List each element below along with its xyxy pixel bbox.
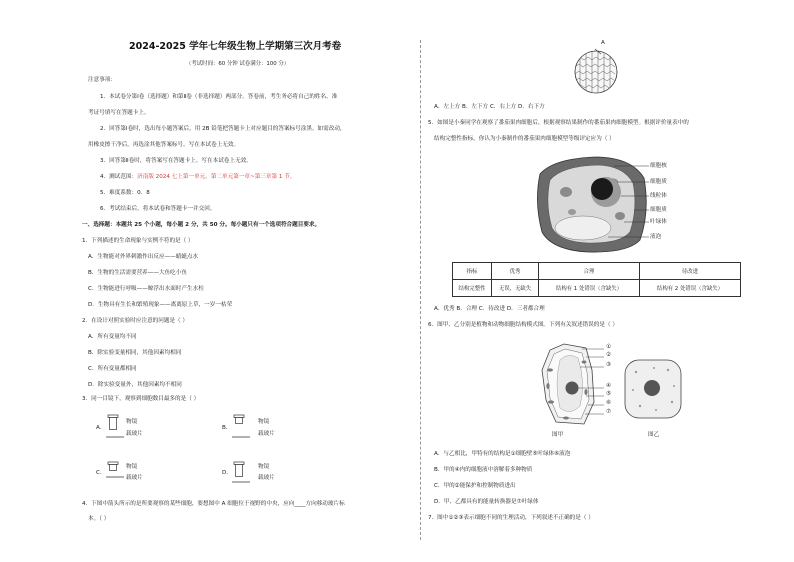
q3-option-d: D． (222, 470, 232, 476)
q1-option-b: B．生物的生活需要营养——大鱼吃小鱼 (88, 270, 187, 276)
note-6: 6．考试结束后，将本试卷和答题卡一并交回。 (100, 206, 216, 212)
q4-options: A．左上方 B．左下方 C．右上方 D．右下方 (434, 104, 545, 110)
q5-stem-1: 5．如图是小秦同学在观察了番茄果肉细胞后，根据观察结果制作的番茄果肉细胞模型。根据评价量表中的 (428, 120, 689, 126)
q2-option-c: C．所有变量都相同 (88, 366, 137, 372)
table-header-cell: 优秀 (492, 263, 539, 280)
q6-option-a: A．与乙相比，甲特有的结构是①细胞壁⑤叶绿体⑥液泡 (434, 451, 571, 457)
q4-cells-figure (571, 40, 621, 100)
table-header-cell: 待改进 (640, 263, 741, 280)
notes-heading: 注意事项： (88, 77, 116, 83)
q5-label-vacuole: 液泡 (650, 234, 662, 240)
q6-label-3: ③ (606, 362, 612, 368)
q1-option-d: D．生物具有生长和繁殖现象——离离原上草，一岁一枯荣 (88, 302, 233, 308)
q3-option-b: B． (222, 425, 232, 431)
note-4-prefix: 4．测试范围： (100, 174, 138, 180)
note-4 (100, 174, 295, 181)
q6-label-7: ⑦ (606, 409, 612, 415)
note-1b: 考证号填写在答题卡上。 (88, 110, 150, 116)
q6-option-c: C．甲的②能保护和控制物质进出 (434, 483, 516, 489)
exam-title: 2024-2025 学年七年级生物上学期第三次月考卷 (129, 41, 342, 52)
q3-option-a: A． (96, 425, 106, 431)
note-5: 5．难度系数：0．8 (100, 190, 150, 196)
q6-label-5: ⑤ (606, 391, 612, 397)
q6-label-6: ⑥ (606, 400, 612, 406)
q1-option-c: C．生物能进行呼吸——鲸浮出水面时产生水柱 (88, 286, 204, 292)
table-row (453, 280, 741, 297)
q4-stem-1: 4．下图中箭头所示的是所要观察的某些细胞，要想图中 A 细胞位于视野的中央，应向____方向移动玻片标 (82, 501, 345, 507)
table-header-cell: 合理 (539, 263, 640, 280)
q6-label-4: ④ (606, 383, 612, 389)
q6-option-b: B．甲的④内的细胞液中溶解着多种物质 (434, 467, 533, 473)
evaluation-table-header (453, 263, 741, 280)
evaluation-table (452, 262, 741, 297)
q6-label-1: ① (606, 344, 612, 350)
q6-figure-b-caption: 图乙 (648, 432, 660, 438)
q2-stem: 2．在设计对照实验时应注意的问题是（ ） (82, 318, 189, 324)
note-4-scope: 济南版 2024 七上第一单元、第二单元第一章~第三章第 1 节。 (137, 174, 296, 180)
table-header-cell: 指标 (453, 263, 492, 280)
note-3: 3．回答第Ⅱ卷时，将答案写在答题卡上。写在本试卷上无效。 (100, 158, 252, 164)
q3-c-lens-label: 物镜 (126, 464, 138, 470)
q1-option-a: A．生物能对外界刺激作出反应——蜻蜓点水 (88, 254, 199, 260)
q5-label-cytoplasm-1: 细胞质 (650, 179, 667, 185)
q6-label-2: ② (606, 352, 612, 358)
exam-subtitle: （考试时间：60 分钟 试卷满分：100 分） (186, 61, 290, 67)
q7-stem: 7．图中①②③表示细胞不同的生理活动，下列叙述不正确的是（ ） (428, 515, 594, 521)
q3-a-lens-label: 物镜 (126, 419, 138, 425)
q3-stem: 3．同一目镜下，观察到细胞数目最多的是（ ） (82, 396, 200, 402)
q5-label-chloroplast: 叶绿体 (650, 219, 667, 225)
q5-label-cytoplasm-2: 细胞质 (650, 207, 667, 213)
q5-options: A．优秀 B．合理 C．待改进 D．三者都合理 (434, 306, 545, 312)
q2-option-d: D．除实验变量外，其他因素均不相同 (88, 382, 182, 388)
note-2b: 用橡皮擦干净后，再选涂其他答案标号。写在本试卷上无效。 (88, 142, 240, 148)
column-divider (420, 40, 421, 540)
q4-figure-label-a: A (601, 40, 605, 46)
q4-stem-2: 本。（ ） (88, 516, 110, 522)
q5-label-mitochondria: 线粒体 (650, 193, 667, 199)
section-heading: 一、选择题：本题共 25 个小题，每小题 2 分，共 50 分。每小题只有一个选项符合题目要求。 (82, 222, 321, 228)
q3-d-lens-label: 物镜 (258, 464, 270, 470)
note-1a: 1．本试卷分第Ⅰ卷（选择题）和第Ⅱ卷（非选择题）两部分。答卷前，考生务必将自己的姓名、准 (100, 94, 338, 100)
q3-option-c: C． (96, 470, 106, 476)
q2-option-a: A．所有变量均不同 (88, 334, 137, 340)
q5-label-nucleus: 细胞核 (650, 163, 667, 169)
q3-d-slide-label: 载玻片 (258, 475, 275, 481)
table-cell: 结构有 2 处错误（含缺失） (640, 280, 741, 297)
table-cell: 无误，无缺失 (492, 280, 539, 297)
q2-option-b: B．除实验变量相同，其他因素均相同 (88, 350, 182, 356)
table-cell: 结构完整性 (453, 280, 492, 297)
q3-b-slide-label: 载玻片 (258, 431, 275, 437)
q6-figure-a-caption: 图甲 (552, 432, 564, 438)
q3-b-lens-label: 物镜 (258, 419, 270, 425)
q6-stem: 6．图甲、乙分别是植物和动物细胞结构模式图。下列有关叙述错误的是（ ） (428, 322, 618, 328)
q6-option-d: D．甲、乙都具有的能量转换器是⑦叶绿体 (434, 499, 539, 505)
table-cell: 结构有 1 处错误（含缺失） (539, 280, 640, 297)
q1-stem: 1．下列描述的生命现象与实例不符的是（ ） (82, 238, 194, 244)
q5-stem-2: 结构完整性指标，你认为小秦制作的番茄果肉细胞模型等级评定应为（ ） (434, 136, 615, 142)
note-2a: 2．回答第Ⅰ卷时，选出每小题答案后，用 2B 铅笔把答题卡上对应题目的答案标号涂黑。如需改动， (100, 126, 346, 132)
q3-a-slide-label: 载玻片 (126, 431, 143, 437)
q3-c-slide-label: 载玻片 (126, 475, 143, 481)
q6-cells-figure (536, 340, 688, 432)
